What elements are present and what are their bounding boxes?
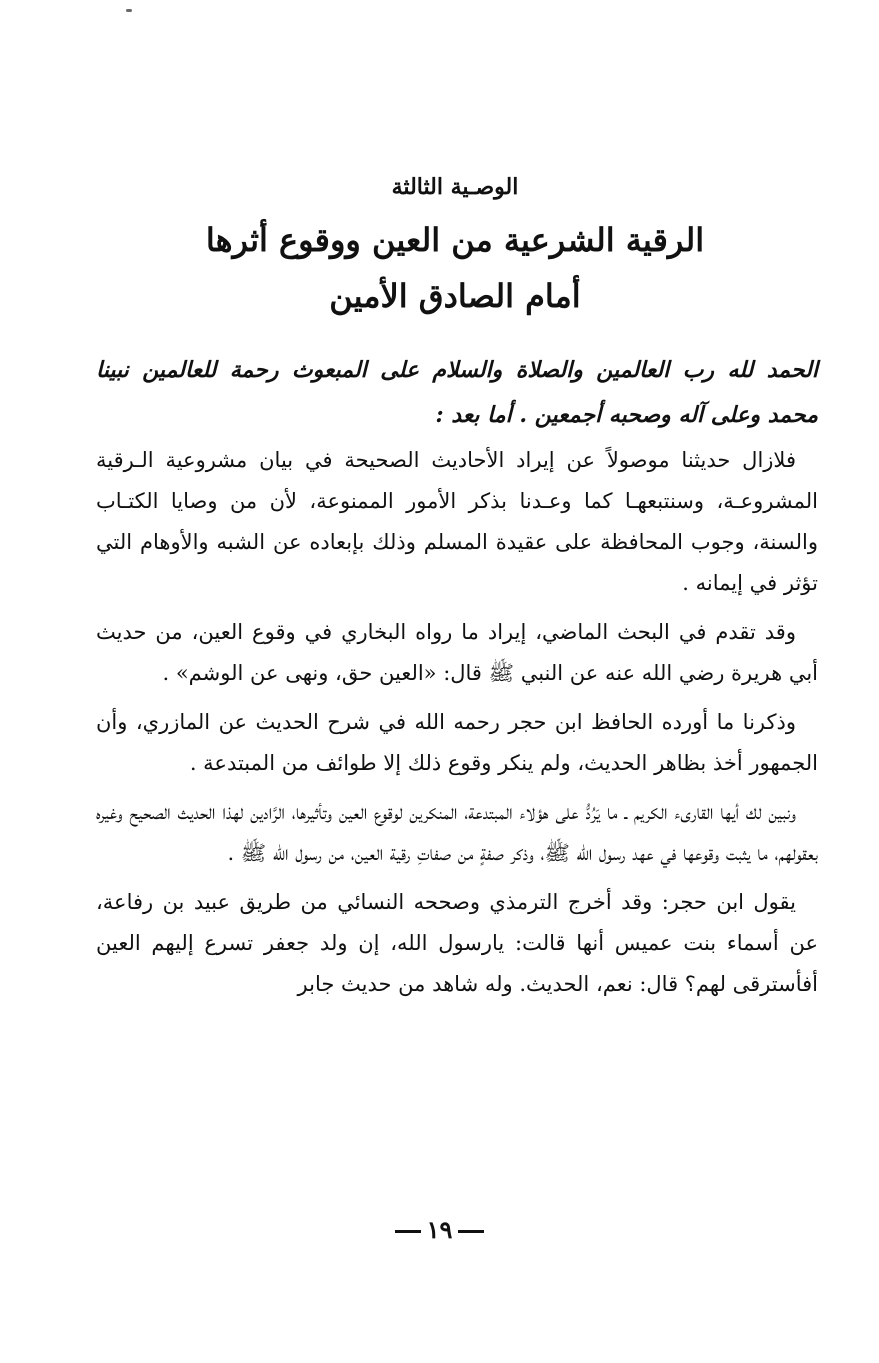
paragraph: وقد تقدم في البحث الماضي، إيراد ما رواه البخاري في وقوع العين، من حديث أبي هريرة رضي الله عنه عن النبي ﷺ قال: «العين حق، ونهى عن الوشم» . [96,620,818,685]
scan-speck [126,9,132,12]
paragraph: ونبين لك أيها القارىء الكريم ـ ما يَرُدُّ على هؤلاء المبتدعة، المنكرين لوقوع العين وتأثيرها، الرَّادين لهذا الحديث الصحيح وغيره بعقولهم، ما يثبت وقوعها في عهد رسول الله ﷺ، وذكر صفةٍ من صفاتِ رقية العين، من رسول الله ﷺ . [96,800,818,865]
intro-invocation: الحمد لله رب العالمين والصلاة والسلام على المبعوث رحمة للعالمين نبينا محمد وعلى آله وصحبه أجمعين . أما بعد : [96,357,818,428]
paragraph: فلازال حديثنا موصولاً عن إيراد الأحاديث الصحيحة في بيان مشروعية الـرقية المشروعـة، وسنتبعهـا كما وعـدنا بذكر الأمور الممنوعة، لأن من وصايا الكتـاب والسنة، وجوب المحافظة على عقيدة المسلم وذلك بإبعاده عن الشبه والأوهام التي تؤثر في إيمانه . [96,448,818,595]
dash-left [395,1230,421,1233]
page-footer [0,1212,879,1248]
body-text [96,440,818,1013]
chapter-header [100,168,810,324]
chapter-subtitle: الوصـية الثالثة [391,174,519,200]
chapter-title-line-1: الرقية الشرعية من العين ووقوع أثرها [205,221,705,259]
paragraph: وذكرنا ما أورده الحافظ ابن حجر رحمه الله في شرح الحديث عن المازري، وأن الجمهور أخذ بظاهر الحديث، ولم ينكر وقوع ذلك إلا طوائف من المبتدعة . [96,710,818,775]
paragraph: يقول ابن حجر: وقد أخرج الترمذي وصححه النسائي من طريق عبيد بن رفاعة، عن أسماء بنت عميس أنها قالت: يارسول الله، إن ولد جعفر تسرع إليهم العين أفأسترقى لهم؟ قال: نعم، الحديث. وله شاهد من حديث جابر [96,890,818,996]
chapter-title-line-2: أمام الصادق الأمين [329,277,581,315]
dash-right [458,1230,484,1233]
page-number: ١٩ [426,1215,453,1244]
chapter-title [100,212,810,324]
